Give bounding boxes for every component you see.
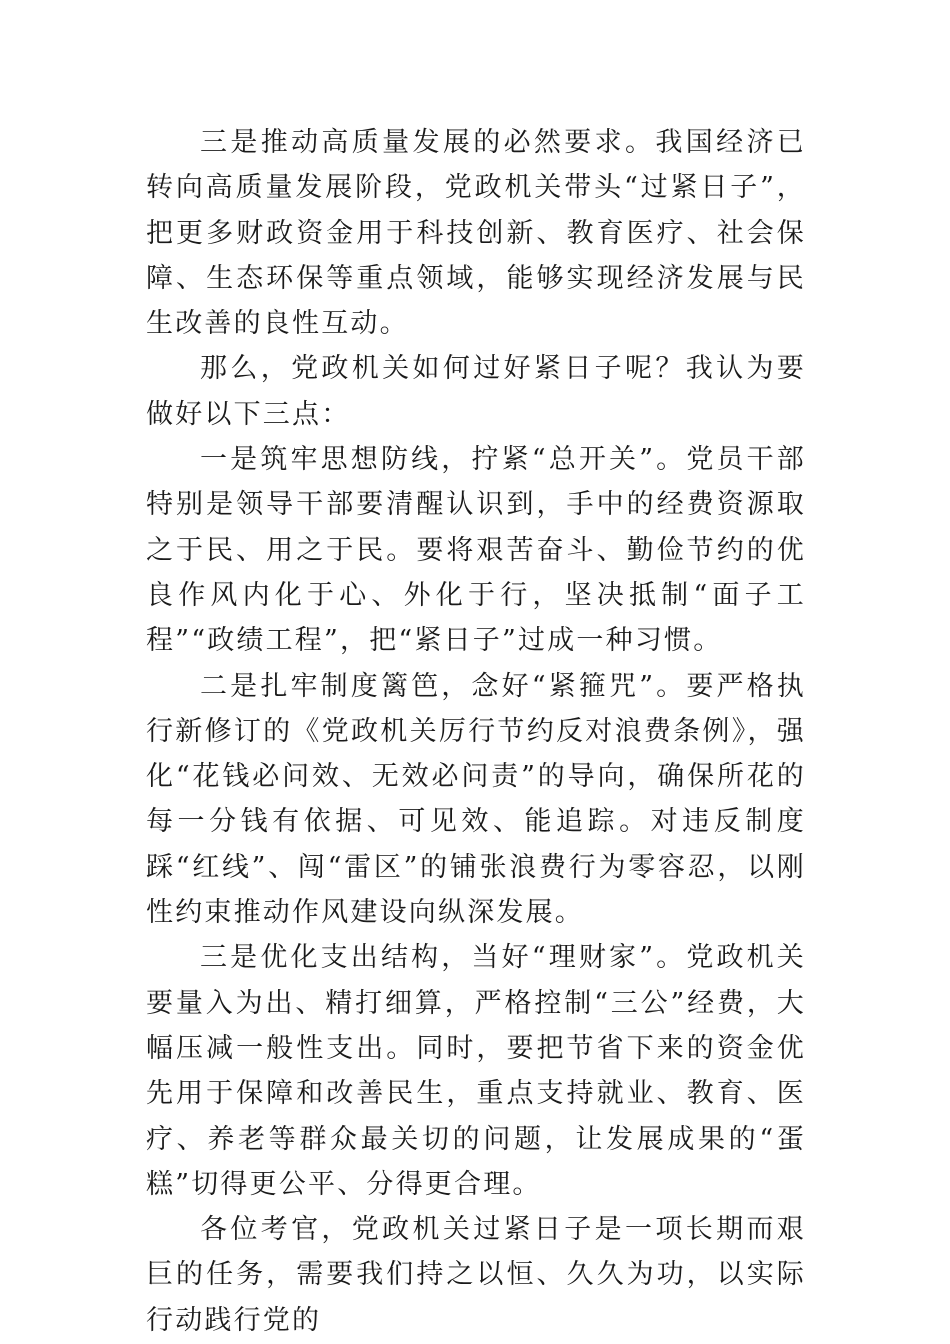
paragraph-transition: 那么，党政机关如何过好紧日子呢？我认为要做好以下三点： [146,353,806,430]
paragraph-conclusion: 各位考官，党政机关过紧日子是一项长期而艰巨的任务，需要我们持之以恒、久久为功，以实际行动践行党的 [146,1214,806,1336]
paragraph-point-two: 二是扎牢制度篱笆，念好“紧箍咒”。要严格执行新修订的《党政机关厉行节约反对浪费条例》，强化“花钱必问效、无效必问责”的导向，确保所花的每一分钱有依据、可见效、能追踪。对违反制度踩“红线”、闯“雷区”的铺张浪费行为零容忍，以刚性约束推动作风建设向纵深发展。 [146,670,806,929]
paragraph-requirement-three: 三是推动高质量发展的必然要求。我国经济已转向高质量发展阶段，党政机关带头“过紧日子”，把更多财政资金用于科技创新、教育医疗、社会保障、生态环保等重点领域，能够实现经济发展与民生改善的良性互动。 [146,127,806,340]
paragraph-point-three: 三是优化支出结构，当好“理财家”。党政机关要量入为出、精打细算，严格控制“三公”经费，大幅压减一般性支出。同时，要把节省下来的资金优先用于保障和改善民生，重点支持就业、教育、医疗、养老等群众最关切的问题，让发展成果的“蛋糕”切得更公平、分得更合理。 [146,942,806,1200]
document-body [146,120,806,1343]
paragraph-point-one: 一是筑牢思想防线，拧紧“总开关”。党员干部特别是领导干部要清醒认识到，手中的经费资源取之于民、用之于民。要将艰苦奋斗、勤俭节约的优良作风内化于心、外化于行，坚决抵制“面子工程”“政绩工程”，把“紧日子”过成一种习惯。 [146,444,806,657]
